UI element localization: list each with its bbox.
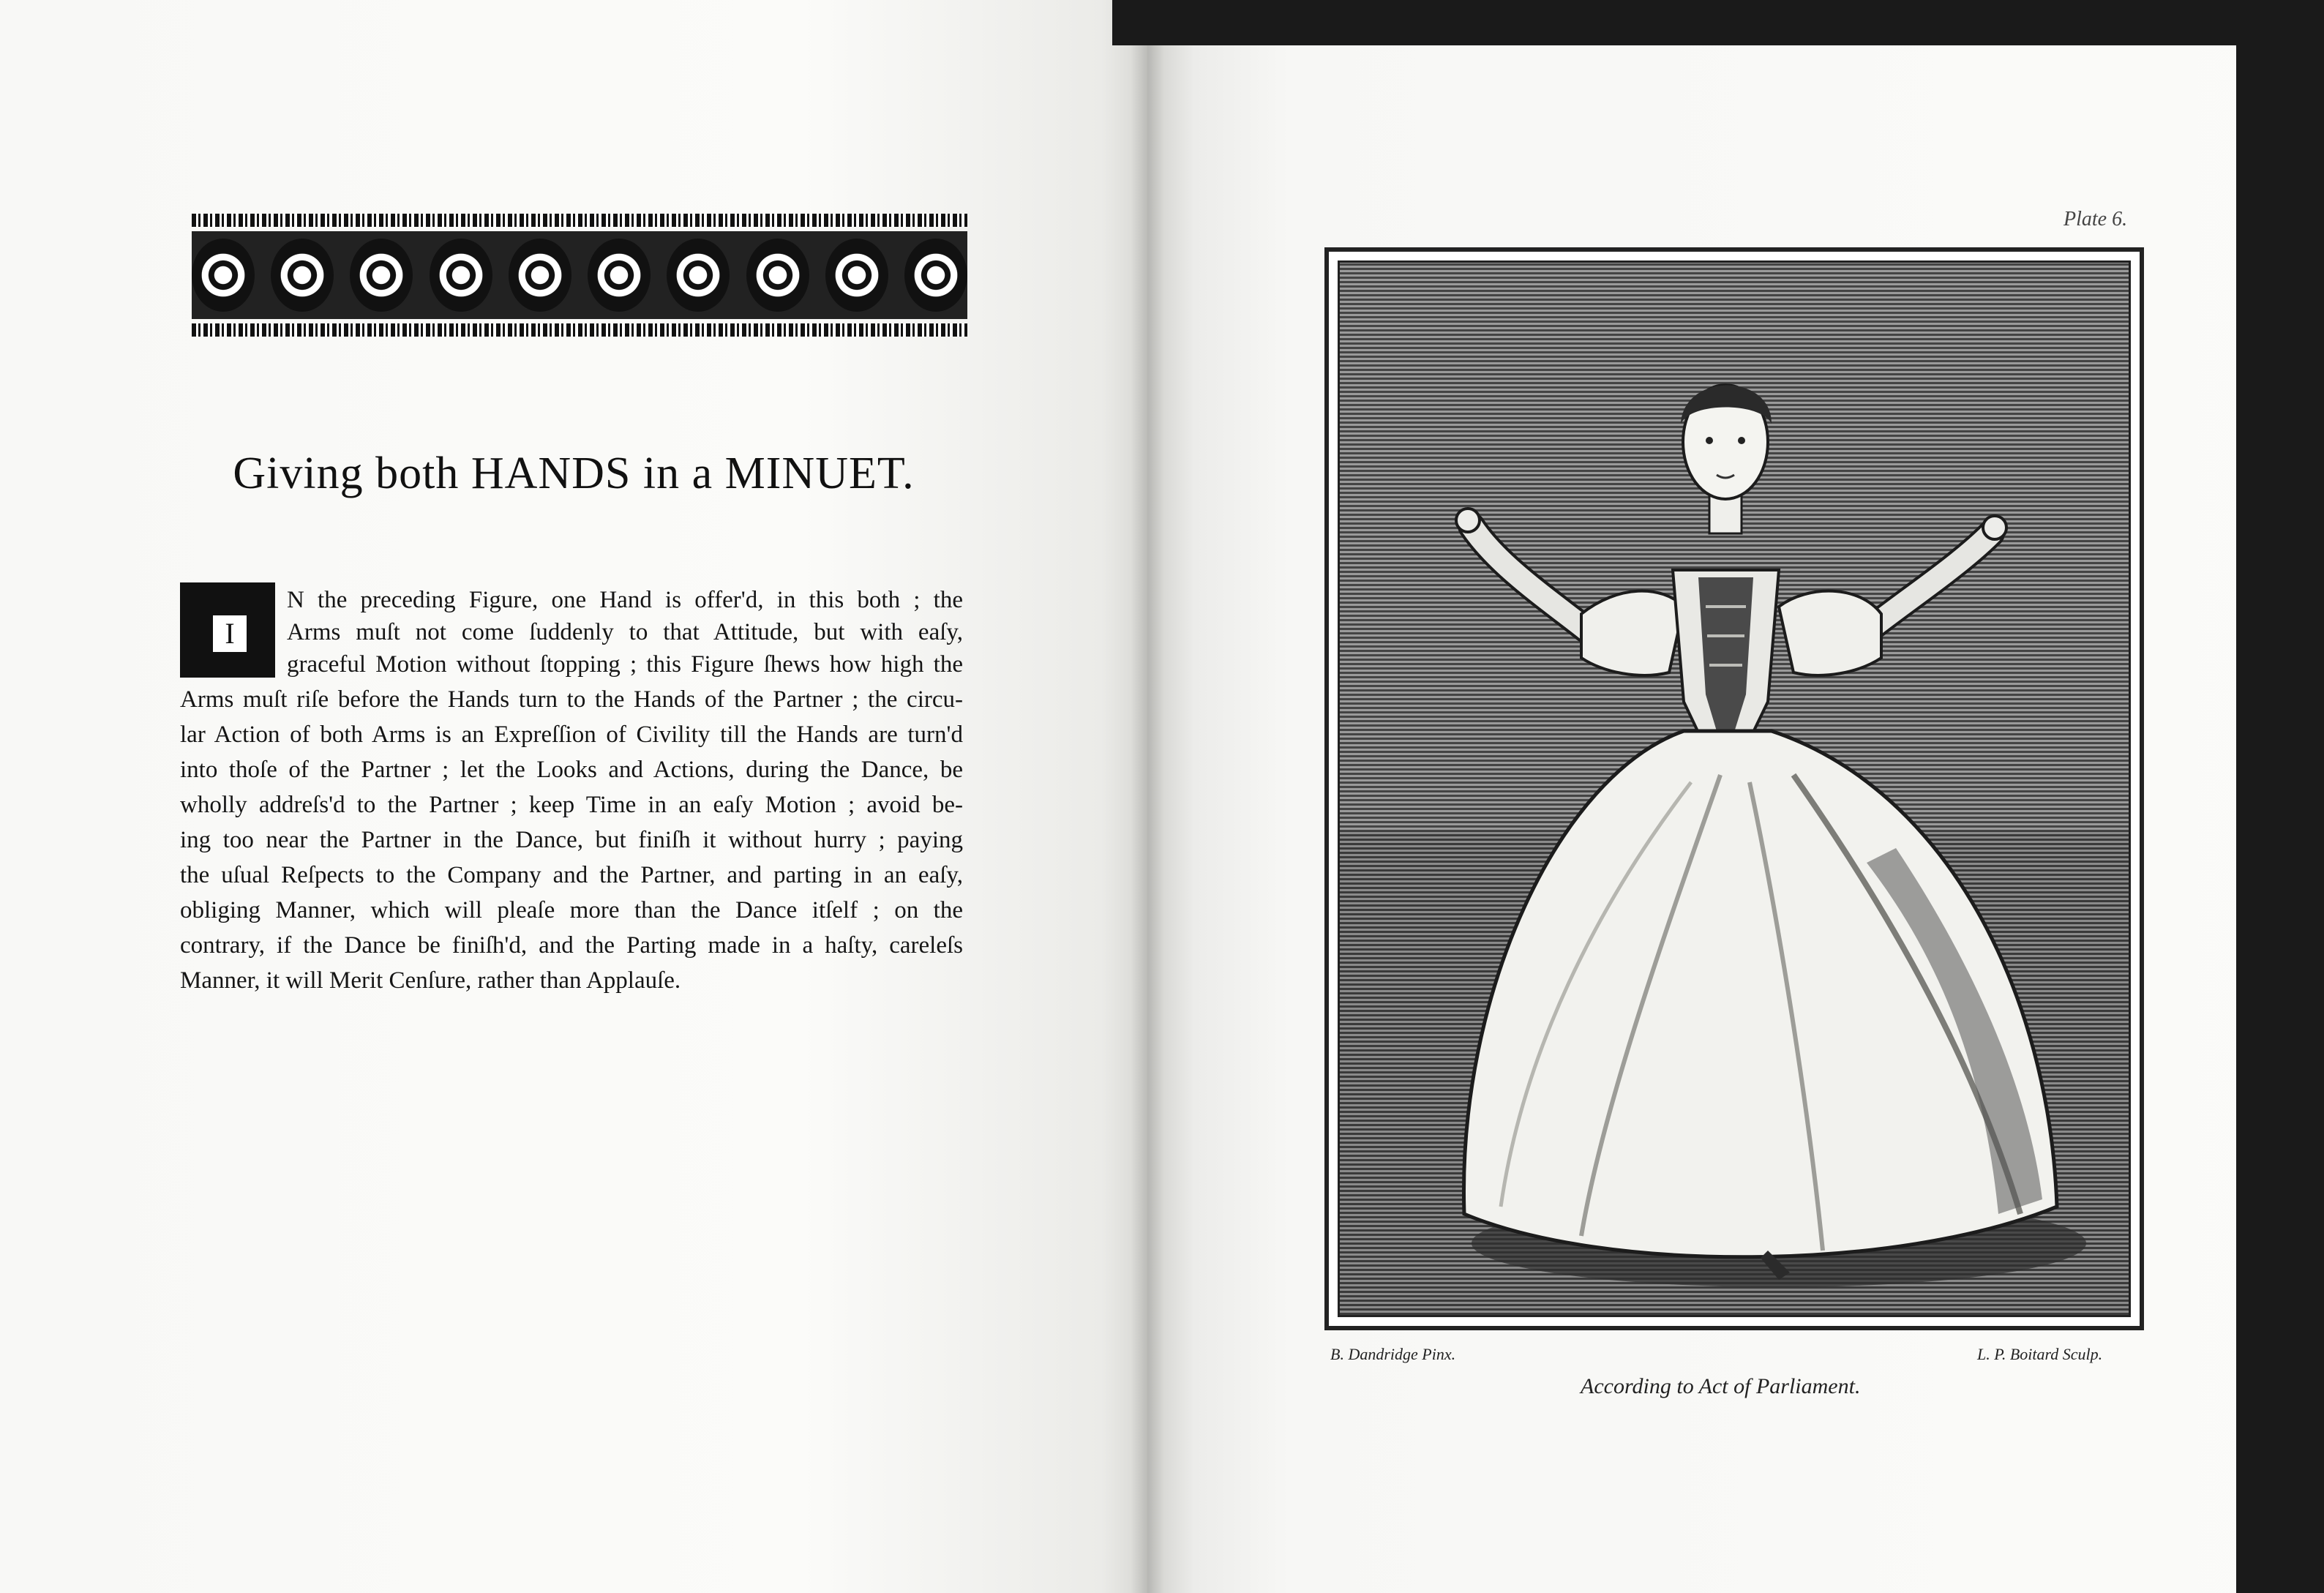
ornament-medallion	[588, 239, 651, 312]
decorative-headpiece	[192, 214, 967, 341]
ornament-medallion	[350, 239, 413, 312]
page-title: Giving both HANDS in a MINUET.	[233, 449, 915, 498]
ornament-border-top	[192, 214, 967, 227]
plate-number: Plate 6.	[2064, 208, 2128, 230]
body-line: Manner, it will Merit Cenſure, rather than Applauſe.	[180, 967, 681, 994]
engraver-credit: L. P. Boitard Sculp.	[1977, 1345, 2103, 1363]
body-line: ing too near the Partner in the Dance, but finiſh it without hurry ; paying	[180, 827, 963, 853]
left-page	[0, 0, 1147, 1593]
ornament-medallion	[904, 239, 967, 312]
drop-cap	[180, 582, 275, 678]
drop-cap-letter: I	[211, 613, 249, 654]
ornament-medallion	[271, 239, 334, 312]
ornament-medallion	[430, 239, 492, 312]
body-line: lar Action of both Arms is an Expreſſion of Civility till the Hands are turn'd	[180, 721, 963, 748]
body-line: contrary, if the Dance be finiſh'd, and the Parting made in a haſty, careleſs	[180, 932, 963, 959]
body-line: N the preceding Figure, one Hand is offer'd, in this both ; the	[287, 587, 963, 613]
body-line: graceful Motion without ſtopping ; this Figure ſhews how high the	[287, 651, 963, 678]
dancing-woman-illustration	[1340, 263, 2131, 1317]
ornament-medallion	[192, 239, 255, 312]
ornament-band	[192, 231, 967, 319]
engraving-plate	[1324, 247, 2144, 1330]
ornament-medallion	[746, 239, 809, 312]
artist-credit: B. Dandridge Pinx.	[1330, 1345, 1456, 1363]
ornament-medallion	[825, 239, 888, 312]
ornament-medallion	[667, 239, 730, 312]
engraving-background	[1338, 260, 2131, 1317]
book-gutter	[1131, 0, 1164, 1593]
ornament-medallion	[509, 239, 571, 312]
scan-border-right	[2236, 0, 2324, 1593]
body-line: wholly addreſs'd to the Partner ; keep Time in an eaſy Motion ; avoid be-	[180, 792, 963, 818]
body-line: the uſual Reſpects to the Company and the Partner, and parting in an eaſy,	[180, 862, 963, 888]
imprint-line: According to Act of Parliament.	[1581, 1374, 1861, 1398]
body-line: obliging Manner, which will pleaſe more than the Dance itſelf ; on the	[180, 897, 963, 923]
body-line: Arms muſt not come ſuddenly to that Attitude, but with eaſy,	[287, 619, 963, 645]
scan-border-top	[1112, 0, 2324, 45]
body-line: Arms muſt riſe before the Hands turn to the Hands of the Partner ; the circu-	[180, 686, 963, 713]
ornament-border-bottom	[192, 323, 967, 337]
body-line: into thoſe of the Partner ; let the Looks and Actions, during the Dance, be	[180, 757, 963, 783]
